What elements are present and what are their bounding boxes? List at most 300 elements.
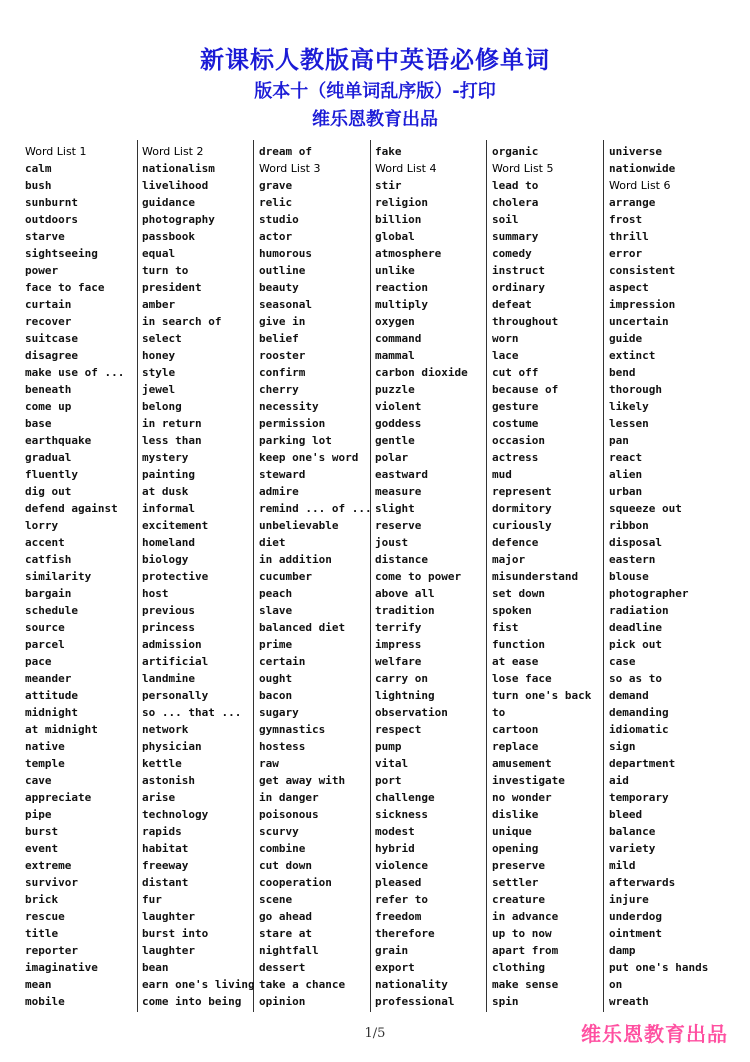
word-entry: demanding [609, 706, 669, 719]
word-entry: technology [142, 808, 209, 821]
word-entry: suitcase [25, 332, 78, 345]
word-entry: lorry [25, 519, 59, 532]
word-entry: function [492, 638, 545, 651]
word-entry: admission [142, 638, 202, 651]
word-entry: catfish [25, 553, 72, 566]
word-entry: defeat [492, 298, 532, 311]
word-entry: costume [492, 417, 539, 430]
word-entry: cooperation [259, 876, 332, 889]
word-entry: livelihood [142, 179, 209, 192]
word-entry: wreath [609, 995, 649, 1008]
word-entry: fake [375, 145, 402, 158]
word-entry: raw [259, 757, 279, 770]
word-list-heading: Word List 6 [609, 179, 671, 192]
word-column-5 [492, 143, 608, 1013]
word-entry: disposal [609, 536, 662, 549]
word-entry: cherry [259, 383, 299, 396]
word-entry: in search of [142, 315, 222, 328]
word-entry: at dusk [142, 485, 189, 498]
document-subtitle: 版本十（纯单词乱序版）-打印 [254, 81, 496, 102]
publisher-watermark: 维乐恩教育出品 [581, 1022, 728, 1046]
word-entry: radiation [609, 604, 669, 617]
word-entry: cave [25, 774, 52, 787]
word-entry: lightning [375, 689, 435, 702]
word-entry: honey [142, 349, 176, 362]
word-entry: arise [142, 791, 176, 804]
word-entry: opinion [259, 995, 306, 1008]
word-entry: beauty [259, 281, 299, 294]
word-entry: eastward [375, 468, 428, 481]
word-entry: make use of ... [25, 366, 125, 379]
word-entry: slight [375, 502, 415, 515]
word-entry: stare at [259, 927, 312, 940]
word-entry: earn one's living [142, 978, 255, 991]
word-entry: come into being [142, 995, 242, 1008]
word-entry: physician [142, 740, 202, 753]
word-entry: rooster [259, 349, 306, 362]
word-entry: soil [492, 213, 519, 226]
word-entry: burst into [142, 927, 209, 940]
word-entry: pipe [25, 808, 52, 821]
word-entry: sightseeing [25, 247, 98, 260]
word-entry: on [609, 978, 623, 991]
word-entry: preserve [492, 859, 545, 872]
word-entry: attitude [25, 689, 78, 702]
word-entry: power [25, 264, 59, 277]
word-entry: up to now [492, 927, 552, 940]
word-entry: unbelievable [259, 519, 339, 532]
word-entry: peach [259, 587, 293, 600]
word-entry: admire [259, 485, 299, 498]
word-entry: go ahead [259, 910, 312, 923]
word-entry: come to power [375, 570, 462, 583]
word-entry: outline [259, 264, 306, 277]
word-entry: jewel [142, 383, 176, 396]
word-entry: apart from [492, 944, 559, 957]
word-entry: impression [609, 298, 676, 311]
word-entry: pleased [375, 876, 422, 889]
word-entry: occasion [492, 434, 545, 447]
word-entry: spoken [492, 604, 532, 617]
word-entry: frost [609, 213, 643, 226]
word-entry: astonish [142, 774, 195, 787]
word-entry: aspect [609, 281, 649, 294]
word-entry: scurvy [259, 825, 299, 838]
word-entry: starve [25, 230, 65, 243]
word-entry: face to face [25, 281, 105, 294]
word-entry: dig out [25, 485, 72, 498]
word-entry: to [492, 706, 506, 719]
word-entry: gradual [25, 451, 72, 464]
word-entry: reserve [375, 519, 422, 532]
word-column-4 [375, 143, 491, 1013]
word-entry: set down [492, 587, 545, 600]
word-entry: get away with [259, 774, 346, 787]
word-entry: diet [259, 536, 286, 549]
word-entry: amber [142, 298, 176, 311]
word-entry: no wonder [492, 791, 552, 804]
word-entry: worn [492, 332, 519, 345]
word-entry: artificial [142, 655, 209, 668]
word-entry: oxygen [375, 315, 415, 328]
word-entry: grave [259, 179, 293, 192]
word-entry: kettle [142, 757, 182, 770]
word-entry: relic [259, 196, 293, 209]
word-entry: steward [259, 468, 306, 481]
word-entry: rescue [25, 910, 65, 923]
word-entry: spin [492, 995, 519, 1008]
word-entry: welfare [375, 655, 422, 668]
word-entry: bacon [259, 689, 293, 702]
word-entry: fluently [25, 468, 78, 481]
word-list-heading: Word List 4 [375, 162, 437, 175]
word-entry: dream of [259, 145, 312, 158]
word-entry: respect [375, 723, 422, 736]
word-entry: polar [375, 451, 409, 464]
word-entry: passbook [142, 230, 195, 243]
word-entry: event [25, 842, 59, 855]
word-entry: aid [609, 774, 629, 787]
word-entry: represent [492, 485, 552, 498]
word-entry: laughter [142, 910, 195, 923]
word-entry: hostess [259, 740, 306, 753]
word-entry: dislike [492, 808, 539, 821]
word-entry: at midnight [25, 723, 98, 736]
word-entry: meander [25, 672, 72, 685]
word-entry: scene [259, 893, 293, 906]
word-entry: so as to [609, 672, 662, 685]
word-entry: afterwards [609, 876, 676, 889]
word-entry: eastern [609, 553, 656, 566]
word-entry: excitement [142, 519, 209, 532]
word-entry: gymnastics [259, 723, 326, 736]
word-entry: previous [142, 604, 195, 617]
word-entry: global [375, 230, 415, 243]
word-entry: give in [259, 315, 306, 328]
word-entry: case [609, 655, 636, 668]
word-entry: actor [259, 230, 293, 243]
word-entry: bean [142, 961, 169, 974]
word-list-heading: Word List 2 [142, 145, 204, 158]
word-column-6 [609, 143, 725, 1013]
word-entry: impress [375, 638, 422, 651]
word-entry: parcel [25, 638, 65, 651]
word-entry: above all [375, 587, 435, 600]
word-column-1 [25, 143, 141, 1013]
word-entry: unlike [375, 264, 415, 277]
word-entry: hybrid [375, 842, 415, 855]
word-entry: nationalism [142, 162, 215, 175]
word-entry: equal [142, 247, 176, 260]
word-entry: imaginative [25, 961, 98, 974]
word-entry: studio [259, 213, 299, 226]
word-entry: protective [142, 570, 209, 583]
word-entry: dessert [259, 961, 306, 974]
word-entry: sugary [259, 706, 299, 719]
word-entry: summary [492, 230, 539, 243]
word-entry: clothing [492, 961, 545, 974]
word-entry: take a chance [259, 978, 346, 991]
word-entry: accent [25, 536, 65, 549]
word-entry: lessen [609, 417, 649, 430]
word-entry: replace [492, 740, 539, 753]
word-entry: religion [375, 196, 428, 209]
word-entry: habitat [142, 842, 189, 855]
word-entry: laughter [142, 944, 195, 957]
word-entry: gesture [492, 400, 539, 413]
word-entry: cartoon [492, 723, 539, 736]
word-entry: error [609, 247, 643, 260]
word-entry: in return [142, 417, 202, 430]
word-entry: uncertain [609, 315, 669, 328]
word-entry: terrify [375, 621, 422, 634]
word-entry: informal [142, 502, 195, 515]
word-entry: disagree [25, 349, 78, 362]
document-title: 新课标人教版高中英语必修单词 [200, 46, 550, 74]
word-entry: dormitory [492, 502, 552, 515]
word-entry: billion [375, 213, 422, 226]
word-entry: necessity [259, 400, 319, 413]
word-entry: mystery [142, 451, 189, 464]
word-entry: curiously [492, 519, 552, 532]
word-entry: bend [609, 366, 636, 379]
word-entry: thorough [609, 383, 662, 396]
word-entry: misunderstand [492, 570, 579, 583]
word-entry: urban [609, 485, 643, 498]
word-entry: export [375, 961, 415, 974]
word-entry: curtain [25, 298, 72, 311]
word-entry: at ease [492, 655, 539, 668]
word-entry: unique [492, 825, 532, 838]
word-entry: distance [375, 553, 428, 566]
word-entry: likely [609, 400, 649, 413]
word-entry: put one's hands [609, 961, 709, 974]
word-entry: biology [142, 553, 189, 566]
word-entry: mammal [375, 349, 415, 362]
word-entry: come up [25, 400, 72, 413]
word-entry: humorous [259, 247, 312, 260]
word-entry: sign [609, 740, 636, 753]
word-entry: painting [142, 468, 195, 481]
word-entry: goddess [375, 417, 422, 430]
word-entry: make sense [492, 978, 559, 991]
word-entry: photographer [609, 587, 689, 600]
word-entry: belief [259, 332, 299, 345]
word-entry: pan [609, 434, 629, 447]
word-entry: midnight [25, 706, 78, 719]
word-entry: settler [492, 876, 539, 889]
word-entry: nationality [375, 978, 448, 991]
word-entry: cucumber [259, 570, 312, 583]
word-entry: because of [492, 383, 559, 396]
word-entry: command [375, 332, 422, 345]
word-entry: parking lot [259, 434, 332, 447]
word-entry: fist [492, 621, 519, 634]
word-entry: reaction [375, 281, 428, 294]
word-entry: mud [492, 468, 512, 481]
word-entry: sunburnt [25, 196, 78, 209]
word-entry: network [142, 723, 189, 736]
word-entry: arrange [609, 196, 656, 209]
word-entry: outdoors [25, 213, 78, 226]
word-entry: certain [259, 655, 306, 668]
word-entry: extreme [25, 859, 72, 872]
word-list-heading: Word List 5 [492, 162, 554, 175]
word-entry: carry on [375, 672, 428, 685]
word-entry: recover [25, 315, 72, 328]
word-entry: freedom [375, 910, 422, 923]
word-entry: demand [609, 689, 649, 702]
word-entry: guidance [142, 196, 195, 209]
word-entry: observation [375, 706, 448, 719]
word-entry: president [142, 281, 202, 294]
word-entry: port [375, 774, 402, 787]
word-entry: cut off [492, 366, 539, 379]
word-entry: pump [375, 740, 402, 753]
word-entry: ought [259, 672, 293, 685]
word-entry: cholera [492, 196, 539, 209]
word-entry: investigate [492, 774, 565, 787]
word-entry: squeeze out [609, 502, 682, 515]
word-entry: actress [492, 451, 539, 464]
word-entry: confirm [259, 366, 306, 379]
word-entry: therefore [375, 927, 435, 940]
word-entry: cut down [259, 859, 312, 872]
word-entry: ordinary [492, 281, 545, 294]
word-entry: brick [25, 893, 59, 906]
word-entry: universe [609, 145, 662, 158]
word-entry: modest [375, 825, 415, 838]
word-entry: rapids [142, 825, 182, 838]
word-entry: remind ... of ... [259, 502, 372, 515]
word-entry: lace [492, 349, 519, 362]
word-entry: bush [25, 179, 52, 192]
word-entry: title [25, 927, 59, 940]
word-entry: gentle [375, 434, 415, 447]
word-entry: defence [492, 536, 539, 549]
word-entry: nationwide [609, 162, 676, 175]
page-number: 1/5 [364, 1026, 386, 1041]
word-entry: balanced diet [259, 621, 346, 634]
word-entry: tradition [375, 604, 435, 617]
word-entry: violence [375, 859, 428, 872]
word-entry: variety [609, 842, 656, 855]
word-entry: earthquake [25, 434, 92, 447]
word-entry: prime [259, 638, 293, 651]
word-entry: keep one's word [259, 451, 359, 464]
word-entry: mean [25, 978, 52, 991]
word-columns [22, 143, 722, 1013]
word-entry: professional [375, 995, 455, 1008]
word-entry: amusement [492, 757, 552, 770]
word-entry: base [25, 417, 52, 430]
word-entry: organic [492, 145, 539, 158]
word-entry: vital [375, 757, 409, 770]
word-entry: less than [142, 434, 202, 447]
word-entry: lead to [492, 179, 539, 192]
word-entry: seasonal [259, 298, 312, 311]
word-entry: balance [609, 825, 656, 838]
word-entry: in advance [492, 910, 559, 923]
word-entry: temporary [609, 791, 669, 804]
word-entry: source [25, 621, 65, 634]
word-entry: grain [375, 944, 409, 957]
word-entry: stir [375, 179, 402, 192]
word-entry: style [142, 366, 176, 379]
word-entry: schedule [25, 604, 78, 617]
word-entry: nightfall [259, 944, 319, 957]
word-entry: creature [492, 893, 545, 906]
word-entry: throughout [492, 315, 559, 328]
word-entry: carbon dioxide [375, 366, 468, 379]
word-entry: atmosphere [375, 247, 442, 260]
word-entry: homeland [142, 536, 195, 549]
word-entry: personally [142, 689, 209, 702]
word-entry: bargain [25, 587, 72, 600]
word-entry: blouse [609, 570, 649, 583]
word-entry: damp [609, 944, 636, 957]
word-entry: freeway [142, 859, 189, 872]
word-entry: consistent [609, 264, 676, 277]
word-entry: alien [609, 468, 643, 481]
word-entry: poisonous [259, 808, 319, 821]
word-entry: defend against [25, 502, 118, 515]
word-entry: distant [142, 876, 189, 889]
word-entry: lose face [492, 672, 552, 685]
publisher-line: 维乐恩教育出品 [312, 109, 438, 130]
word-entry: mobile [25, 995, 65, 1008]
word-entry: react [609, 451, 643, 464]
word-column-3 [259, 143, 375, 1013]
word-entry: puzzle [375, 383, 415, 396]
word-entry: in danger [259, 791, 319, 804]
word-entry: so ... that ... [142, 706, 242, 719]
word-column-2 [142, 143, 258, 1013]
word-entry: sickness [375, 808, 428, 821]
word-entry: survivor [25, 876, 78, 889]
word-entry: select [142, 332, 182, 345]
word-entry: reporter [25, 944, 78, 957]
word-entry: comedy [492, 247, 532, 260]
word-entry: refer to [375, 893, 428, 906]
word-entry: department [609, 757, 676, 770]
word-entry: underdog [609, 910, 662, 923]
word-entry: turn to [142, 264, 189, 277]
word-entry: in addition [259, 553, 332, 566]
word-entry: slave [259, 604, 293, 617]
word-entry: ointment [609, 927, 662, 940]
word-entry: burst [25, 825, 59, 838]
word-entry: calm [25, 162, 52, 175]
word-entry: princess [142, 621, 195, 634]
word-entry: measure [375, 485, 422, 498]
word-entry: major [492, 553, 526, 566]
word-entry: guide [609, 332, 643, 345]
word-entry: mild [609, 859, 636, 872]
word-entry: extinct [609, 349, 656, 362]
word-entry: violent [375, 400, 422, 413]
word-entry: joust [375, 536, 409, 549]
word-list-heading: Word List 1 [25, 145, 87, 158]
word-entry: opening [492, 842, 539, 855]
word-entry: thrill [609, 230, 649, 243]
word-entry: beneath [25, 383, 72, 396]
word-entry: idiomatic [609, 723, 669, 736]
word-entry: appreciate [25, 791, 92, 804]
word-entry: injure [609, 893, 649, 906]
word-entry: deadline [609, 621, 662, 634]
word-entry: belong [142, 400, 182, 413]
